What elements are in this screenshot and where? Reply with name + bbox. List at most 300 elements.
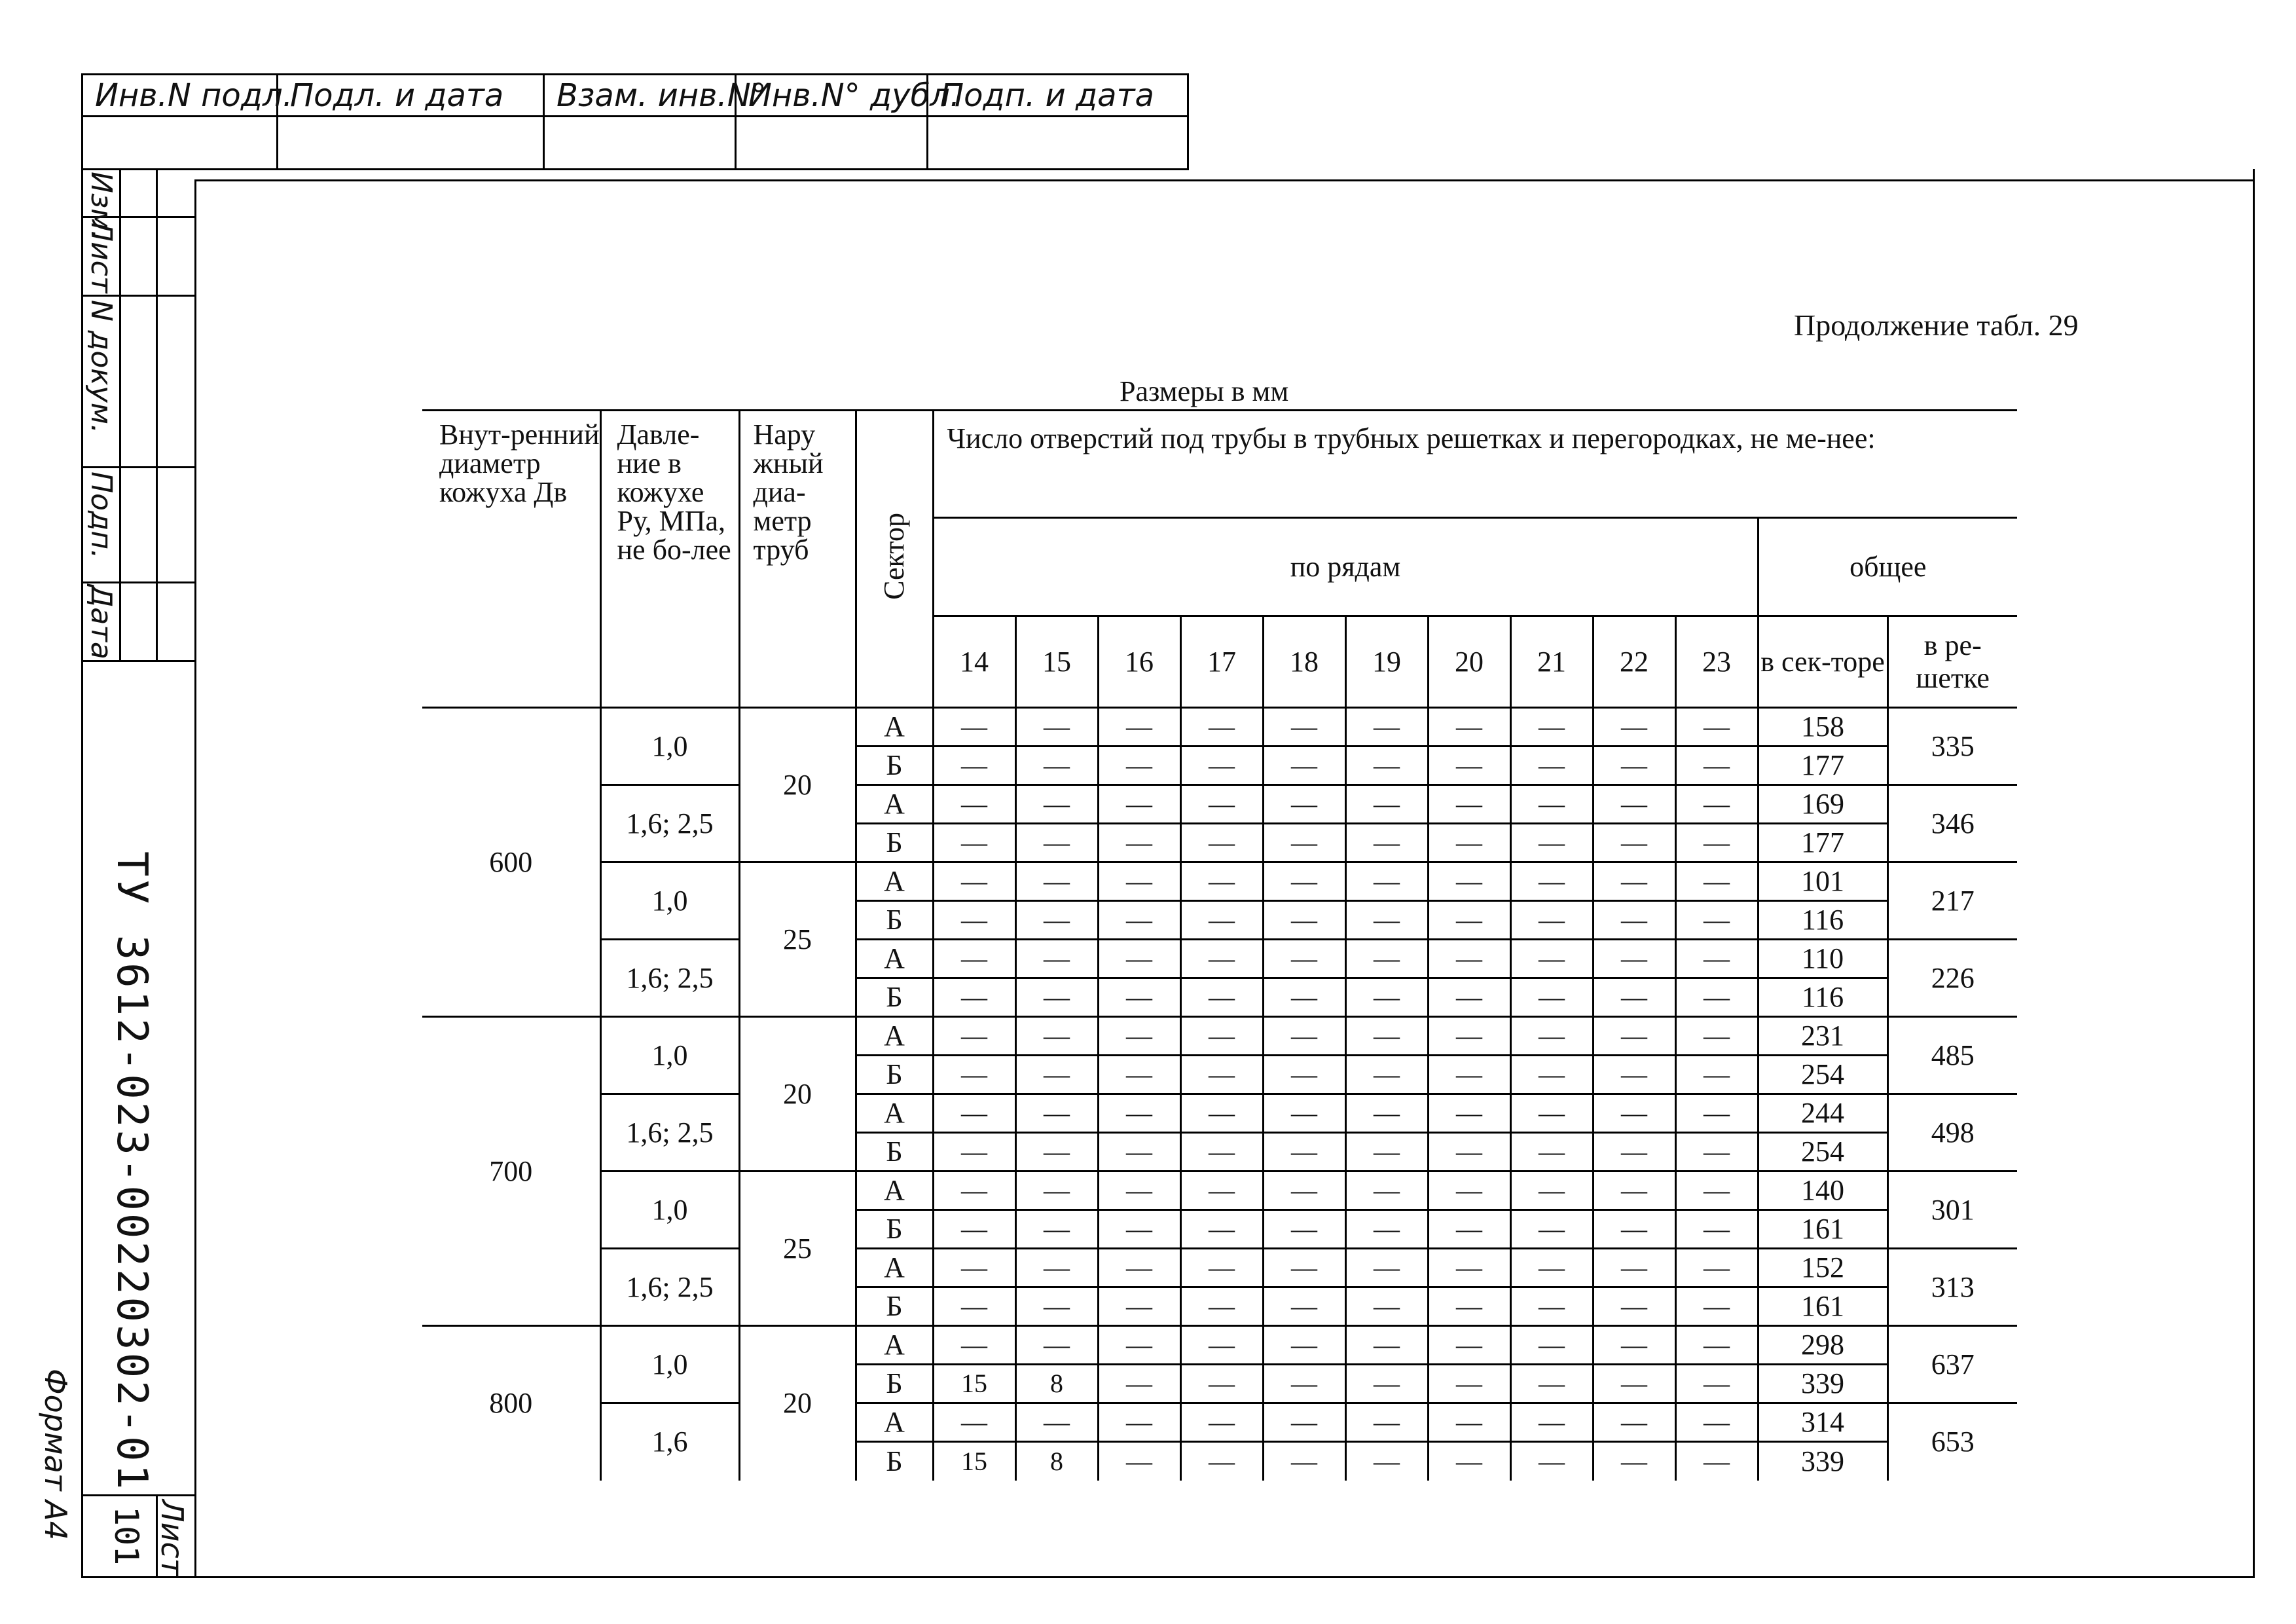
stamp-header: Подп. и дата <box>928 75 1187 117</box>
cell-in-sector: 101 <box>1758 862 1887 901</box>
cell-row-empty: — <box>1263 940 1345 978</box>
cell-row-empty: — <box>1263 1249 1345 1287</box>
cell-row-14: — <box>933 862 1015 901</box>
header-row-number: 21 <box>1510 616 1593 708</box>
cell-row-empty: — <box>1345 1326 1428 1365</box>
cell-row-empty: — <box>1593 747 1675 785</box>
cell-row-empty: — <box>1428 978 1510 1017</box>
cell-row-empty: — <box>1675 1442 1758 1481</box>
stamp-header: Инв.N подл. <box>83 75 276 117</box>
cell-row-empty: — <box>1345 940 1428 978</box>
cell-row-empty: — <box>1593 1442 1675 1481</box>
cell-row-empty: — <box>1510 1442 1593 1481</box>
cell-pressure: 1,0 <box>600 1326 739 1403</box>
cell-row-empty: — <box>1345 708 1428 747</box>
cell-row-empty: — <box>1098 824 1180 862</box>
cell-row-15: — <box>1015 708 1098 747</box>
cell-row-empty: — <box>1675 1210 1758 1249</box>
header-sector-text: Сектор <box>878 513 910 600</box>
header-holes: Число отверстий под трубы в трубных решетках и перегородках, не ме-нее: <box>933 411 2017 518</box>
cell-row-empty: — <box>1098 940 1180 978</box>
cell-tube-diameter: 20 <box>739 1017 856 1172</box>
cell-sector: Б <box>856 747 933 785</box>
cell-sector: А <box>856 862 933 901</box>
cell-row-14: — <box>933 1133 1015 1172</box>
header-row-number: 17 <box>1180 616 1263 708</box>
cell-row-empty: — <box>1180 824 1263 862</box>
cell-tube-diameter: 20 <box>739 1326 856 1481</box>
cell-row-15: 8 <box>1015 1442 1098 1481</box>
cell-row-empty: — <box>1180 1326 1263 1365</box>
cell-row-empty: — <box>1098 1249 1180 1287</box>
cell-row-empty: — <box>1345 824 1428 862</box>
cell-in-grid: 335 <box>1887 708 2017 785</box>
cell-sector: Б <box>856 1365 933 1403</box>
table-row <box>422 1017 2017 1056</box>
cell-row-empty: — <box>1593 1249 1675 1287</box>
cell-sector: Б <box>856 824 933 862</box>
cell-row-empty: — <box>1675 901 1758 940</box>
cell-row-14: — <box>933 1249 1015 1287</box>
cell-row-empty: — <box>1180 785 1263 824</box>
cell-row-empty: — <box>1263 1017 1345 1056</box>
header-row-number: 16 <box>1098 616 1180 708</box>
tube-holes-table <box>422 409 2017 1481</box>
cell-row-empty: — <box>1593 901 1675 940</box>
cell-row-empty: — <box>1263 1172 1345 1210</box>
cell-sector: Б <box>856 1056 933 1094</box>
cell-in-grid: 637 <box>1887 1326 2017 1403</box>
cell-row-empty: — <box>1593 862 1675 901</box>
cell-pressure: 1,6; 2,5 <box>600 1094 739 1172</box>
header-sector <box>856 411 933 708</box>
cell-in-sector: 339 <box>1758 1442 1887 1481</box>
cell-row-empty: — <box>1510 1287 1593 1326</box>
cell-row-15: — <box>1015 940 1098 978</box>
cell-in-sector: 110 <box>1758 940 1887 978</box>
cell-row-15: — <box>1015 747 1098 785</box>
cell-row-empty: — <box>1345 1287 1428 1326</box>
cell-row-14: — <box>933 978 1015 1017</box>
cell-row-empty: — <box>1345 978 1428 1017</box>
cell-row-empty: — <box>1428 940 1510 978</box>
cell-in-sector: 116 <box>1758 901 1887 940</box>
cell-pressure: 1,6; 2,5 <box>600 940 739 1017</box>
cell-pressure: 1,0 <box>600 708 739 785</box>
cell-in-grid: 301 <box>1887 1172 2017 1249</box>
stamp-col-vzam <box>545 75 767 168</box>
cell-row-15: — <box>1015 862 1098 901</box>
cell-row-empty: — <box>1263 1287 1345 1326</box>
cell-row-empty: — <box>1263 862 1345 901</box>
cell-row-empty: — <box>1180 862 1263 901</box>
cell-row-empty: — <box>1675 978 1758 1017</box>
cell-row-empty: — <box>1180 708 1263 747</box>
cell-row-empty: — <box>1180 747 1263 785</box>
cell-row-empty: — <box>1345 1094 1428 1133</box>
cell-sector: Б <box>856 1442 933 1481</box>
cell-sector: А <box>856 1326 933 1365</box>
cell-row-empty: — <box>1593 785 1675 824</box>
cell-row-empty: — <box>1510 978 1593 1017</box>
cell-row-empty: — <box>1098 862 1180 901</box>
cell-row-empty: — <box>1675 747 1758 785</box>
cell-row-empty: — <box>1593 1133 1675 1172</box>
cell-in-sector: 169 <box>1758 785 1887 824</box>
cell-row-empty: — <box>1263 1210 1345 1249</box>
cell-in-grid: 217 <box>1887 862 2017 940</box>
cell-row-empty: — <box>1510 1056 1593 1094</box>
cell-row-empty: — <box>1428 747 1510 785</box>
cell-row-empty: — <box>1510 708 1593 747</box>
cell-row-14: — <box>933 1287 1015 1326</box>
cell-row-empty: — <box>1180 940 1263 978</box>
cell-row-empty: — <box>1180 901 1263 940</box>
cell-row-empty: — <box>1428 1210 1510 1249</box>
cell-row-empty: — <box>1428 901 1510 940</box>
cell-row-empty: — <box>1345 901 1428 940</box>
cell-in-grid: 313 <box>1887 1249 2017 1326</box>
cell-row-empty: — <box>1098 708 1180 747</box>
cell-row-15: 8 <box>1015 1365 1098 1403</box>
cell-row-empty: — <box>1428 1365 1510 1403</box>
header-pressure: Давле-ние в кожухе Ру, МПа, не бо-лее <box>600 411 739 708</box>
cell-row-empty: — <box>1428 1249 1510 1287</box>
cell-row-empty: — <box>1510 940 1593 978</box>
cell-row-empty: — <box>1098 1210 1180 1249</box>
stamp-col-inv-podl <box>83 75 293 168</box>
cell-row-empty: — <box>1345 747 1428 785</box>
cell-row-14: — <box>933 940 1015 978</box>
header-row-number: 23 <box>1675 616 1758 708</box>
cell-row-empty: — <box>1593 1172 1675 1210</box>
cell-row-empty: — <box>1428 785 1510 824</box>
cell-row-empty: — <box>1428 708 1510 747</box>
cell-in-sector: 161 <box>1758 1210 1887 1249</box>
cell-row-empty: — <box>1098 1094 1180 1133</box>
cell-in-sector: 177 <box>1758 747 1887 785</box>
side-label-izm: Изм. <box>84 172 118 240</box>
cell-row-empty: — <box>1510 1403 1593 1442</box>
cell-row-empty: — <box>1428 1133 1510 1172</box>
cell-row-empty: — <box>1510 901 1593 940</box>
side-label-list: Лист <box>84 220 118 293</box>
cell-row-empty: — <box>1593 1056 1675 1094</box>
stamp-header: Подл. и дата <box>278 75 543 117</box>
cell-row-15: — <box>1015 1056 1098 1094</box>
cell-pressure: 1,0 <box>600 1017 739 1094</box>
cell-row-empty: — <box>1675 1365 1758 1403</box>
cell-row-empty: — <box>1345 1172 1428 1210</box>
table-body <box>422 708 2017 1481</box>
cell-row-empty: — <box>1593 1365 1675 1403</box>
cell-row-empty: — <box>1428 1056 1510 1094</box>
cell-row-empty: — <box>1675 1403 1758 1442</box>
cell-row-empty: — <box>1098 1442 1180 1481</box>
header-row-number: 18 <box>1263 616 1345 708</box>
cell-row-empty: — <box>1180 1442 1263 1481</box>
cell-sector: Б <box>856 1287 933 1326</box>
cell-row-empty: — <box>1263 1442 1345 1481</box>
cell-pressure: 1,6 <box>600 1403 739 1481</box>
cell-row-empty: — <box>1675 824 1758 862</box>
cell-row-empty: — <box>1098 978 1180 1017</box>
cell-row-empty: — <box>1180 1133 1263 1172</box>
cell-row-empty: — <box>1263 747 1345 785</box>
cell-pressure: 1,0 <box>600 1172 739 1249</box>
cell-row-empty: — <box>1593 1017 1675 1056</box>
cell-row-14: — <box>933 1056 1015 1094</box>
cell-row-empty: — <box>1428 1326 1510 1365</box>
cell-row-empty: — <box>1428 1094 1510 1133</box>
table-row <box>422 1094 2017 1133</box>
cell-row-empty: — <box>1510 824 1593 862</box>
cell-row-empty: — <box>1180 1056 1263 1094</box>
cell-row-empty: — <box>1345 1017 1428 1056</box>
cell-row-empty: — <box>1345 1133 1428 1172</box>
cell-row-empty: — <box>1510 1172 1593 1210</box>
cell-in-sector: 339 <box>1758 1365 1887 1403</box>
cell-row-empty: — <box>1098 1133 1180 1172</box>
sheet-label: Лист <box>155 1500 190 1576</box>
cell-sector: А <box>856 785 933 824</box>
cell-row-empty: — <box>1593 824 1675 862</box>
stamp-col-podl-data <box>278 75 545 168</box>
cell-row-empty: — <box>1510 1326 1593 1365</box>
cell-sector: Б <box>856 1133 933 1172</box>
table-row <box>422 1403 2017 1442</box>
cell-row-empty: — <box>1098 1287 1180 1326</box>
cell-in-grid: 498 <box>1887 1094 2017 1172</box>
table-row <box>422 1326 2017 1365</box>
cell-in-sector: 161 <box>1758 1287 1887 1326</box>
cell-row-empty: — <box>1510 1365 1593 1403</box>
cell-row-empty: — <box>1428 862 1510 901</box>
cell-row-15: — <box>1015 824 1098 862</box>
cell-row-empty: — <box>1098 1017 1180 1056</box>
cell-row-empty: — <box>1098 901 1180 940</box>
cell-row-empty: — <box>1263 1365 1345 1403</box>
sizes-note: Размеры в мм <box>1120 375 1289 407</box>
cell-in-sector: 314 <box>1758 1403 1887 1442</box>
cell-row-empty: — <box>1263 708 1345 747</box>
cell-row-empty: — <box>1345 785 1428 824</box>
cell-in-sector: 244 <box>1758 1094 1887 1133</box>
cell-row-empty: — <box>1345 1056 1428 1094</box>
cell-in-sector: 254 <box>1758 1133 1887 1172</box>
top-stamp <box>81 73 1189 170</box>
table-row <box>422 708 2017 747</box>
cell-row-14: — <box>933 824 1015 862</box>
cell-tube-diameter: 25 <box>739 1172 856 1326</box>
cell-row-14: — <box>933 1403 1015 1442</box>
cell-row-14: 15 <box>933 1442 1015 1481</box>
cell-row-empty: — <box>1675 940 1758 978</box>
cell-row-15: — <box>1015 1172 1098 1210</box>
cell-row-empty: — <box>1098 1365 1180 1403</box>
header-in-sector: в сек-торе <box>1758 616 1887 708</box>
cell-row-empty: — <box>1263 1094 1345 1133</box>
cell-row-empty: — <box>1593 940 1675 978</box>
cell-row-empty: — <box>1180 1017 1263 1056</box>
cell-row-empty: — <box>1263 824 1345 862</box>
cell-row-empty: — <box>1510 862 1593 901</box>
cell-diameter: 600 <box>422 708 600 1017</box>
cell-pressure: 1,6; 2,5 <box>600 785 739 862</box>
side-label-ndokum: N докум. <box>84 300 118 434</box>
stamp-col-podp-data <box>928 75 1187 168</box>
cell-row-empty: — <box>1345 1442 1428 1481</box>
cell-row-empty: — <box>1675 862 1758 901</box>
header-row-number: 20 <box>1428 616 1510 708</box>
table-continuation-caption: Продолжение табл. 29 <box>1794 308 2079 342</box>
cell-row-empty: — <box>1180 1172 1263 1210</box>
cell-row-14: 15 <box>933 1365 1015 1403</box>
cell-row-empty: — <box>1510 1210 1593 1249</box>
cell-row-14: — <box>933 1326 1015 1365</box>
cell-row-empty: — <box>1098 1172 1180 1210</box>
header-total: общее <box>1758 518 2017 616</box>
cell-tube-diameter: 20 <box>739 708 856 862</box>
header-row-number: 19 <box>1345 616 1428 708</box>
cell-in-sector: 298 <box>1758 1326 1887 1365</box>
cell-row-empty: — <box>1675 1172 1758 1210</box>
cell-row-empty: — <box>1675 1094 1758 1133</box>
cell-sector: Б <box>856 978 933 1017</box>
header-tube-diameter: Нару жный диа-метр труб <box>739 411 856 708</box>
cell-row-empty: — <box>1510 1094 1593 1133</box>
cell-row-empty: — <box>1428 1172 1510 1210</box>
stamp-header: Взам. инв.N° <box>545 75 735 117</box>
cell-sector: А <box>856 708 933 747</box>
cell-row-14: — <box>933 1210 1015 1249</box>
header-diameter: Внут-ренний диаметр кожуха Дв <box>422 411 600 708</box>
cell-row-empty: — <box>1345 1365 1428 1403</box>
stamp-col-dubl <box>737 75 960 168</box>
cell-row-empty: — <box>1675 708 1758 747</box>
table-row <box>422 940 2017 978</box>
cell-row-empty: — <box>1593 1210 1675 1249</box>
cell-row-empty: — <box>1180 978 1263 1017</box>
cell-sector: Б <box>856 901 933 940</box>
cell-row-14: — <box>933 901 1015 940</box>
cell-in-grid: 226 <box>1887 940 2017 1017</box>
cell-row-empty: — <box>1593 1326 1675 1365</box>
format-label: Формат А4 <box>38 1369 73 1540</box>
cell-row-15: — <box>1015 1210 1098 1249</box>
header-row-number: 22 <box>1593 616 1675 708</box>
cell-in-sector: 116 <box>1758 978 1887 1017</box>
header-row-number: 14 <box>933 616 1015 708</box>
stamp-header: Инв.N° дубл. <box>737 75 926 117</box>
cell-row-empty: — <box>1510 747 1593 785</box>
side-label-podp: Подп. <box>84 471 118 559</box>
cell-sector: А <box>856 940 933 978</box>
cell-in-sector: 254 <box>1758 1056 1887 1094</box>
cell-row-empty: — <box>1180 1403 1263 1442</box>
cell-row-15: — <box>1015 978 1098 1017</box>
cell-row-15: — <box>1015 901 1098 940</box>
cell-row-empty: — <box>1263 1326 1345 1365</box>
cell-row-15: — <box>1015 1017 1098 1056</box>
cell-sector: А <box>856 1017 933 1056</box>
cell-row-15: — <box>1015 1133 1098 1172</box>
cell-row-empty: — <box>1593 1403 1675 1442</box>
cell-diameter: 800 <box>422 1326 600 1481</box>
cell-row-empty: — <box>1263 901 1345 940</box>
cell-row-14: — <box>933 785 1015 824</box>
cell-row-empty: — <box>1263 1403 1345 1442</box>
cell-row-14: — <box>933 1017 1015 1056</box>
cell-in-sector: 152 <box>1758 1249 1887 1287</box>
cell-row-14: — <box>933 1094 1015 1133</box>
cell-sector: А <box>856 1403 933 1442</box>
cell-in-sector: 158 <box>1758 708 1887 747</box>
header-by-rows: по рядам <box>933 518 1758 616</box>
cell-row-empty: — <box>1675 1287 1758 1326</box>
cell-row-empty: — <box>1098 785 1180 824</box>
cell-row-empty: — <box>1510 1133 1593 1172</box>
cell-row-empty: — <box>1180 1210 1263 1249</box>
cell-in-sector: 140 <box>1758 1172 1887 1210</box>
cell-pressure: 1,6; 2,5 <box>600 1249 739 1326</box>
cell-row-empty: — <box>1345 1210 1428 1249</box>
cell-in-grid: 346 <box>1887 785 2017 862</box>
cell-row-empty: — <box>1675 1249 1758 1287</box>
cell-row-empty: — <box>1180 1094 1263 1133</box>
cell-diameter: 700 <box>422 1017 600 1326</box>
side-label-data: Дата <box>84 585 118 659</box>
cell-row-empty: — <box>1510 785 1593 824</box>
cell-row-empty: — <box>1675 1133 1758 1172</box>
cell-row-empty: — <box>1428 1403 1510 1442</box>
cell-pressure: 1,0 <box>600 862 739 940</box>
cell-in-sector: 231 <box>1758 1017 1887 1056</box>
cell-sector: А <box>856 1094 933 1133</box>
cell-row-14: — <box>933 747 1015 785</box>
table-row <box>422 1249 2017 1287</box>
cell-in-grid: 653 <box>1887 1403 2017 1481</box>
cell-row-15: — <box>1015 1094 1098 1133</box>
cell-in-sector: 177 <box>1758 824 1887 862</box>
cell-row-empty: — <box>1428 824 1510 862</box>
cell-row-15: — <box>1015 1287 1098 1326</box>
cell-row-empty: — <box>1510 1017 1593 1056</box>
table-row <box>422 1172 2017 1210</box>
cell-row-15: — <box>1015 785 1098 824</box>
table-row <box>422 785 2017 824</box>
cell-row-empty: — <box>1180 1365 1263 1403</box>
cell-row-empty: — <box>1675 1056 1758 1094</box>
cell-row-14: — <box>933 1172 1015 1210</box>
cell-row-empty: — <box>1428 1442 1510 1481</box>
cell-row-empty: — <box>1593 1094 1675 1133</box>
cell-row-empty: — <box>1345 1249 1428 1287</box>
cell-row-empty: — <box>1263 978 1345 1017</box>
cell-row-empty: — <box>1263 1133 1345 1172</box>
cell-row-empty: — <box>1263 1056 1345 1094</box>
cell-sector: Б <box>856 1210 933 1249</box>
header-row-number: 15 <box>1015 616 1098 708</box>
cell-row-15: — <box>1015 1249 1098 1287</box>
cell-tube-diameter: 25 <box>739 862 856 1017</box>
cell-row-14: — <box>933 708 1015 747</box>
cell-row-empty: — <box>1180 1287 1263 1326</box>
cell-row-empty: — <box>1098 1326 1180 1365</box>
cell-row-empty: — <box>1098 747 1180 785</box>
cell-row-empty: — <box>1675 1326 1758 1365</box>
cell-row-15: — <box>1015 1403 1098 1442</box>
